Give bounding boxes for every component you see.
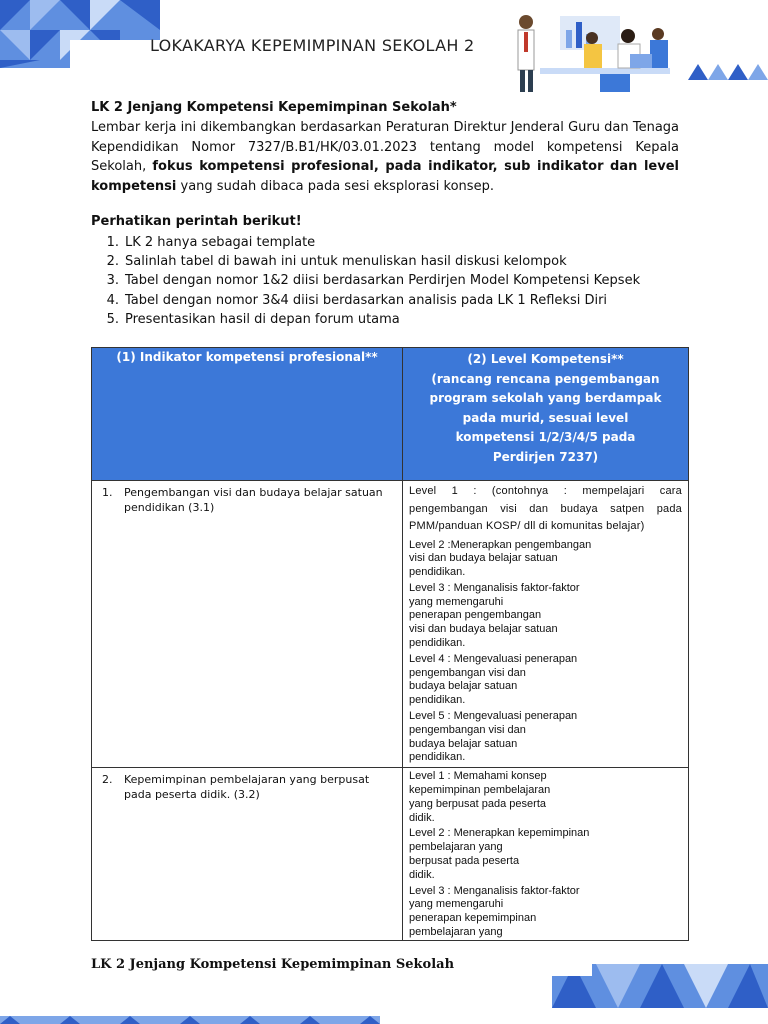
table-header-indicator-text: (1) Indikator kompetensi profesional** (116, 350, 378, 364)
table-header-level (403, 348, 689, 481)
list-item-text: LK 2 hanya sebagai template (125, 235, 316, 250)
decorative-pattern-top-left (0, 0, 160, 68)
decorative-strip-bottom (0, 1016, 380, 1024)
level-text: Level 3 : Menganalisis faktor-faktor yang memengaruhi penerapan kepemimpinan pembelajaran yang (409, 884, 580, 939)
table-header-row (92, 348, 689, 481)
list-item-number: 1. (106, 235, 119, 250)
decorative-strip-right (688, 64, 768, 80)
competency-table (91, 347, 689, 941)
indicator-text: Kepemimpinan pembelajaran yang berpusat pada peserta didik. (3.2) (124, 773, 370, 802)
team-meeting-illustration (500, 6, 690, 94)
table-row (92, 481, 689, 768)
level-cell (403, 481, 689, 768)
level-text: Level 2 : Menerapkan kepemimpinan pembelajaran yang berpusat pada peserta didik. (409, 827, 590, 881)
list-item (91, 252, 691, 271)
list-item-number: 3. (106, 273, 119, 289)
list-item (91, 310, 691, 329)
list-item-text: Presentasikan hasil di depan forum utama (125, 311, 400, 327)
list-item (91, 233, 691, 252)
list-item (91, 271, 691, 290)
instructions-title: Perhatikan perintah berikut! (91, 214, 302, 229)
list-item-number: 5. (106, 311, 119, 327)
indicator-cell (92, 768, 403, 941)
list-item-number: 4. (106, 292, 119, 308)
list-item-text: Tabel dengan nomor 1&2 diisi berdasarkan Perdirjen Model Kompetensi Kepsek (125, 273, 641, 289)
table-header-indicator (92, 348, 403, 481)
table-row (92, 768, 689, 941)
list-item-number: 2. (106, 254, 119, 270)
intro-text-bold: fokus kompetensi profesional, pada indikator, sub indikator dan level kompetensi (91, 159, 679, 194)
table-header-level-text: (2) Level Kompetensi** (rancang rencana pengembangan program sekolah yang berdampak pada murid, sesuai level kompetensi 1/2/3/4/5 pada Perdirjen 7237) (429, 352, 662, 464)
intro-text-b: yang sudah dibaca pada sesi eksplorasi konsep. (176, 178, 494, 194)
indicator-text: Pengembangan visi dan budaya belajar satuan pendidikan (3.1) (124, 486, 383, 514)
list-item-text: Salinlah tabel di bawah ini untuk menuliskan hasil diskusi kelompok (125, 254, 567, 270)
level-text: Level 1 : (contohnya : mempelajari cara pengembangan visi dan budaya satpen pada PMM/panduan KOSP/ dll di komunitas belajar) (409, 485, 682, 532)
level-cell (403, 768, 689, 941)
list-item-text: Tabel dengan nomor 3&4 diisi berdasarkan analisis pada LK 1 Refleksi Diri (125, 292, 608, 308)
intro-paragraph (91, 118, 679, 196)
header-title: LOKAKARYA KEPEMIMPINAN SEKOLAH 2 (150, 36, 475, 55)
level-text: Level 1 : Memahami konsep kepemimpinan pembelajaran yang berpusat pada peserta didik. (409, 770, 551, 824)
worksheet-title: LK 2 Jenjang Kompetensi Kepemimpinan Sekolah* (91, 100, 457, 115)
row-number: 2. (102, 773, 113, 787)
decorative-pattern-bottom-right (552, 964, 768, 1008)
row-number: 1. (102, 486, 113, 499)
instructions-list (91, 233, 691, 329)
footer-title: LK 2 Jenjang Kompetensi Kepemimpinan Sekolah (91, 957, 455, 972)
list-item (91, 291, 691, 310)
intro-text-a: Lembar kerja ini dikembangkan berdasarkan Peraturan Direktur Jenderal Guru dan Tenaga Kependidikan Nomor 7327/B.B1/HK/03.01.2023 tentang model kompetensi Kepala Sekolah, (91, 120, 679, 174)
indicator-cell (92, 481, 403, 768)
level-text: Level 4 : Mengevaluasi penerapan pengembangan visi dan budaya belajar satuan pendidikan. (409, 652, 578, 707)
level-text: Level 3 : Menganalisis faktor-faktor yang memengaruhi penerapan pengembangan visi dan budaya belajar satuan pendidikan. (409, 581, 580, 650)
level-text: Level 2 :Menerapkan pengembangan visi dan budaya belajar satuan pendidikan. (409, 538, 592, 579)
level-text: Level 5 : Mengevaluasi penerapan pengembangan visi dan budaya belajar satuan pendidikan. (409, 710, 578, 764)
